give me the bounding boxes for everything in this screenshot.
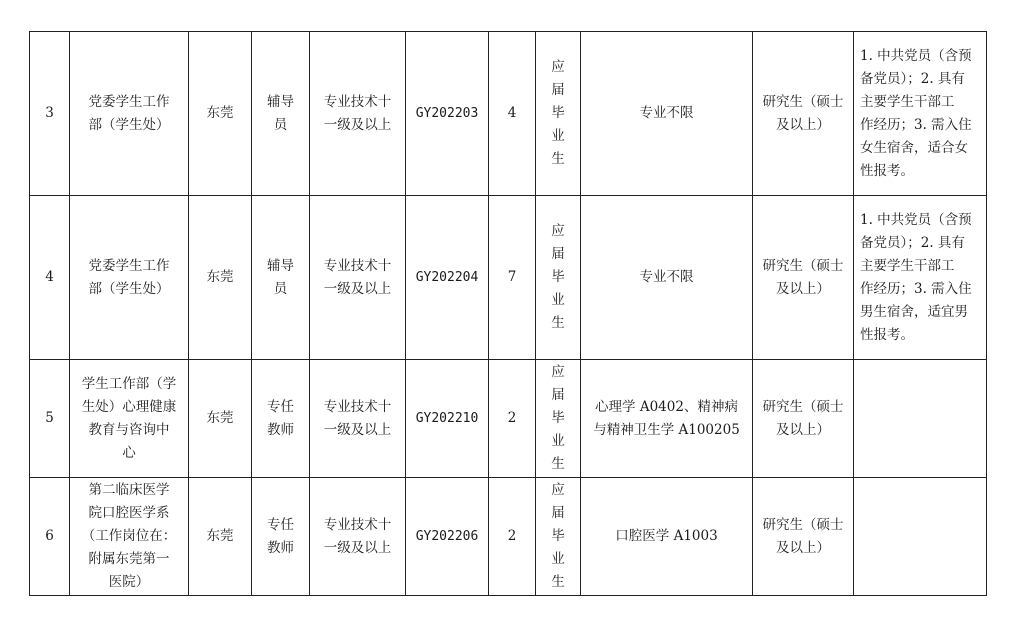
cell-location: 东莞 — [189, 32, 252, 196]
cell-candidate-type: 应 届 毕 业 生 — [536, 478, 581, 596]
cell-location: 东莞 — [189, 196, 252, 360]
cell-department: 第二临床医学 院口腔医学系 （工作岗位在： 附属东莞第一 医院） — [70, 478, 189, 596]
cell-grade: 专业技术十 一级及以上 — [310, 478, 406, 596]
cell-candidate-type: 应 届 毕 业 生 — [536, 360, 581, 478]
table-row — [30, 478, 987, 596]
cell-major: 心理学 A0402、精神病 与精神卫生学 A100205 — [581, 360, 753, 478]
cell-education: 研究生（硕士 及以上） — [753, 196, 854, 360]
cell-count: 7 — [489, 196, 536, 360]
cell-position: 专任 教师 — [252, 360, 310, 478]
cell-code: GY202203 — [406, 32, 489, 196]
cell-location: 东莞 — [189, 360, 252, 478]
cell-grade: 专业技术十 一级及以上 — [310, 32, 406, 196]
cell-count: 2 — [489, 360, 536, 478]
table-row — [30, 32, 987, 196]
cell-no: 6 — [30, 478, 70, 596]
cell-no: 3 — [30, 32, 70, 196]
cell-requirements: 1. 中共党员（含预 备党员）；2. 具有 主要学生干部工 作经历；3. 需入住 女生宿舍，适合女 性报考。 — [854, 32, 987, 196]
cell-education: 研究生（硕士 及以上） — [753, 478, 854, 596]
cell-count: 2 — [489, 478, 536, 596]
cell-requirements — [854, 360, 987, 478]
cell-candidate-type: 应 届 毕 业 生 — [536, 196, 581, 360]
cell-department: 党委学生工作 部（学生处） — [70, 32, 189, 196]
cell-position: 辅导 员 — [252, 32, 310, 196]
cell-major: 专业不限 — [581, 196, 753, 360]
cell-code: GY202206 — [406, 478, 489, 596]
table-row — [30, 360, 987, 478]
cell-code: GY202204 — [406, 196, 489, 360]
cell-education: 研究生（硕士 及以上） — [753, 360, 854, 478]
cell-education: 研究生（硕士 及以上） — [753, 32, 854, 196]
cell-candidate-type: 应 届 毕 业 生 — [536, 32, 581, 196]
cell-no: 5 — [30, 360, 70, 478]
cell-position: 专任 教师 — [252, 478, 310, 596]
cell-department: 学生工作部（学 生处）心理健康 教育与咨询中 心 — [70, 360, 189, 478]
cell-requirements — [854, 478, 987, 596]
cell-count: 4 — [489, 32, 536, 196]
cell-requirements: 1. 中共党员（含预 备党员）；2. 具有 主要学生干部工 作经历；3. 需入住 男生宿舍，适宜男 性报考。 — [854, 196, 987, 360]
cell-no: 4 — [30, 196, 70, 360]
cell-code: GY202210 — [406, 360, 489, 478]
cell-position: 辅导 员 — [252, 196, 310, 360]
table-row — [30, 196, 987, 360]
recruitment-table — [29, 31, 987, 596]
cell-grade: 专业技术十 一级及以上 — [310, 360, 406, 478]
cell-major: 专业不限 — [581, 32, 753, 196]
cell-location: 东莞 — [189, 478, 252, 596]
cell-department: 党委学生工作 部（学生处） — [70, 196, 189, 360]
cell-major: 口腔医学 A1003 — [581, 478, 753, 596]
cell-grade: 专业技术十 一级及以上 — [310, 196, 406, 360]
